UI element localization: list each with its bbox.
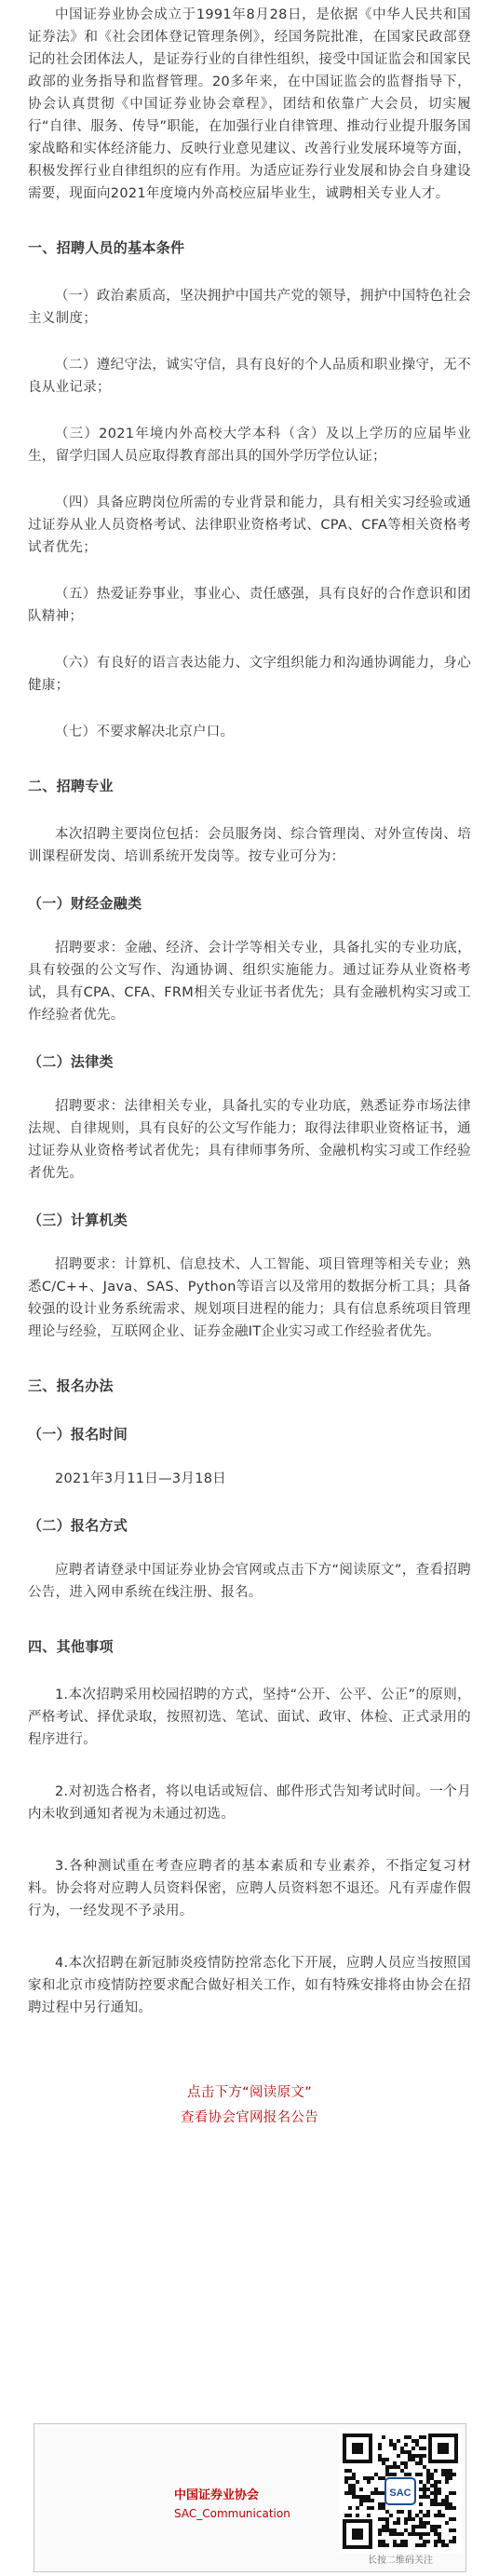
other-item: 1.本次招聘采用校园招聘的方式，坚持“公开、公平、公正”的原则，严格考试、择优录取，按照初选、笔试、面试、政审、体检、正式录用的程序进行。 [28,1688,471,1747]
registration-time-value: 2021年3月11日—3月18日 [55,1471,227,1486]
footer-follow-card [34,2423,466,2572]
registration-method-text: 应聘者请登录中国证券业协会官网或点击下方“阅读原文”，查看招聘公告，进入网申系统在线注册、报名。 [28,1563,471,1600]
official-notice-link[interactable]: 查看协会官网报名公告 [181,2110,318,2125]
read-original-links [28,2081,471,2131]
section-title-majors: 二、招聘专业 [28,778,114,794]
other-item: 2.对初选合格者，将以电话或短信、邮件形式告知考试时间。一个月内未收到通知者视为未通过初选。 [28,1784,471,1822]
section-title-registration: 三、报名办法 [28,1377,114,1394]
requirement-item: （五）热爱证券事业，事业心、责任感强，具有良好的合作意识和团队精神； [28,587,471,624]
qr-logo-text: SAC [389,2488,411,2499]
other-item: 3.各种测试重在考查应聘者的基本素质和专业素养，不指定复习材料。协会将对应聘人员资料保密，应聘人员资料恕不退还。凡有弄虚作假行为，一经发现不予录用。 [28,1859,471,1918]
registration-method-title: （二）报名方式 [28,1517,128,1534]
requirement-item: （六）有良好的语言表达能力、文字组织能力和沟通协调能力，身心健康； [28,656,471,693]
category-title-finance: （一）财经金融类 [28,895,142,912]
section-title-requirements: 一、招聘人员的基本条件 [28,239,185,256]
category-text-law: 招聘要求：法律相关专业，具备扎实的专业功底，熟悉证券市场法律法规、自律规则，具有良好的公文写作能力；取得法律职业资格证书，通过证券从业资格考试者优先；具有律师事务所、金融机构实习或工作经验者优先。 [28,1099,471,1181]
intro-paragraph: 中国证券业协会成立于1991年8月28日，是依据《中华人民共和国证券法》和《社会团体登记管理条例》，经国务院批准，在国家民政部登记的社会团体法人，是证券行业的自律性组织，接受中国证监会和国家民政部的业务指导和监督管理。20多年来，在中国证监会的监督指导下，协会认真贯彻《中国证券业协会章程》，团结和依靠广大会员，切实履行“自律、服务、传导”职能，在加强行业自律管理、推动行业提升服务国家战略和实体经济能力、反映行业意见建议、改善行业发展环境等方面，积极发挥行业自律组织的应有作用。为适应证券行业发展和协会自身建设需要，现面向2021年度境内外高校应届毕业生，诚聘相关专业人才。 [28,7,471,201]
read-original-link[interactable]: 点击下方“阅读原文” [186,2085,313,2100]
requirement-item: （一）政治素质高，坚决拥护中国共产党的领导，拥护中国特色社会主义制度； [28,289,471,326]
org-name: 中国证券业协会 [174,2488,260,2502]
category-text-computer: 招聘要求：计算机、信息技术、人工智能、项目管理等相关专业；熟悉C/C++、Java、SAS、Python等语言以及常用的数据分析工具；具备较强的设计业务系统需求、规划项目进程的能力；具有信息系统项目管理理论与经验，互联网企业、证券金融IT企业实习或工作经验者优先。 [28,1257,471,1339]
other-item: 4.本次招聘在新冠肺炎疫情防控常态化下开展，应聘人员应当按照国家和北京市疫情防控要求配合做好相关工作，如有特殊安排将由协会在招聘过程中另行通知。 [28,1956,471,2015]
footer-org-block [174,2487,290,2522]
requirement-item: （三）2021年境内外高校大学本科（含）及以上学历的应届毕业生，留学归国人员应取得教育部出具的国外学历学位认证； [28,427,471,464]
requirement-item: （七）不要求解决北京户口。 [55,725,235,739]
category-title-law: （二）法律类 [28,1053,114,1070]
org-account: SAC_Communication [174,2507,290,2520]
registration-time-title: （一）报名时间 [28,1426,128,1443]
majors-intro: 本次招聘主要岗位包括：会员服务岗、综合管理岗、对外宣传岗、培训课程研发岗、培训系统开发岗等。按专业可分为： [28,827,471,864]
requirement-item: （四）具备应聘岗位所需的专业背景和能力，具有相关实习经验或通过证券从业人员资格考试、法律职业资格考试、CPA、CFA等相关资格考试者优先； [28,495,471,555]
category-text-finance: 招聘要求：金融、经济、会计学等相关专业，具备扎实的专业功底，具有较强的公文写作、沟通协调、组织实施能力。通过证券从业资格考试，具有CPA、CFA、FRM相关专业证书者优先；具有金融机构实习或工作经验者优先。 [28,941,471,1023]
qr-code[interactable] [339,2430,462,2553]
requirement-item: （二）遵纪守法，诚实守信，具有良好的个人品质和职业操守，无不良从业记录； [28,358,471,395]
section-title-other: 四、其他事项 [28,1638,114,1655]
qr-caption: 长按二维码关注 [368,2556,433,2566]
category-title-computer: （三）计算机类 [28,1212,128,1228]
